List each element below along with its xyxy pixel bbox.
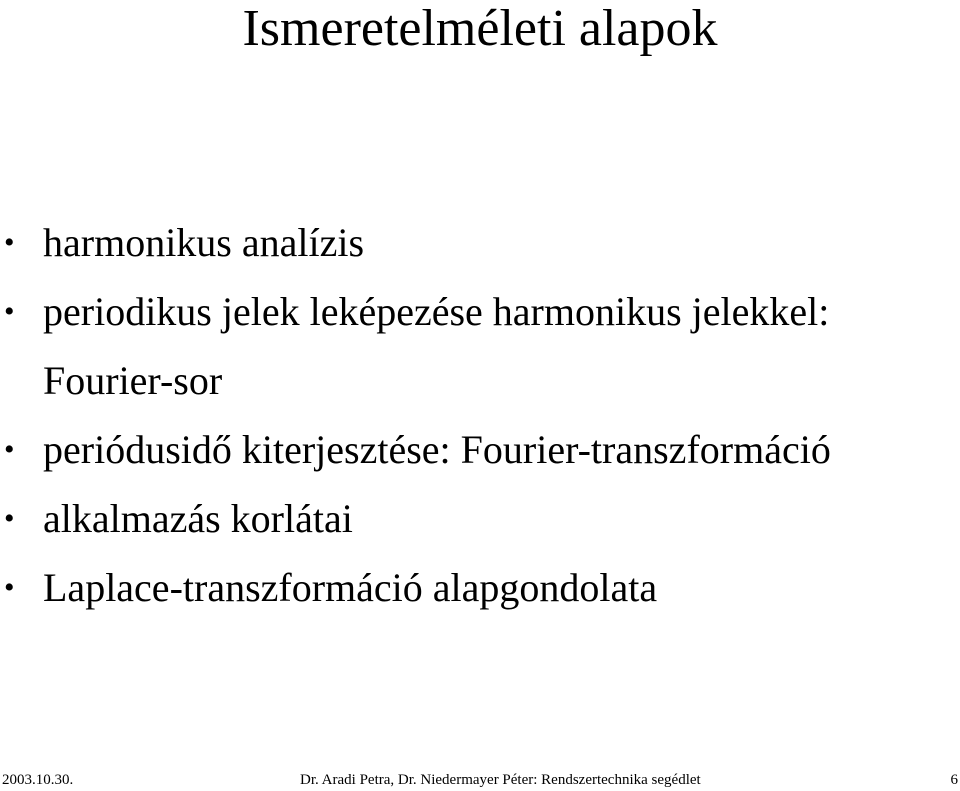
bullet-dot: • <box>4 502 15 535</box>
page-number: 6 <box>950 772 958 788</box>
bullet-item <box>0 277 940 415</box>
bullet-item <box>0 553 940 622</box>
bullet-text: harmonikus analízis <box>43 220 365 265</box>
bullet-text: periodikus jelek leképezése harmonikus jelekkel: Fourier-sor <box>43 289 830 403</box>
bullet-dot: • <box>4 226 15 259</box>
bullet-text: alkalmazás korlátai <box>43 496 353 541</box>
footer-authors: Dr. Aradi Petra, Dr. Niedermayer Péter: Rendszertechnika segédlet <box>300 772 701 788</box>
bullet-dot: • <box>4 571 15 604</box>
bullet-item <box>0 208 940 277</box>
bullet-item <box>0 415 940 484</box>
bullet-dot: • <box>4 295 15 328</box>
slide-title: Ismeretelméleti alapok <box>242 0 718 57</box>
bullet-text: Laplace-transzformáció alapgondolata <box>43 565 658 610</box>
footer-date: 2003.10.30. <box>2 772 74 788</box>
bullet-item <box>0 484 940 553</box>
bullet-dot: • <box>4 433 15 466</box>
slide-footer <box>0 770 960 791</box>
bullet-text: periódusidő kiterjesztése: Fourier-transzformáció <box>43 427 831 472</box>
bullet-list <box>0 208 940 622</box>
